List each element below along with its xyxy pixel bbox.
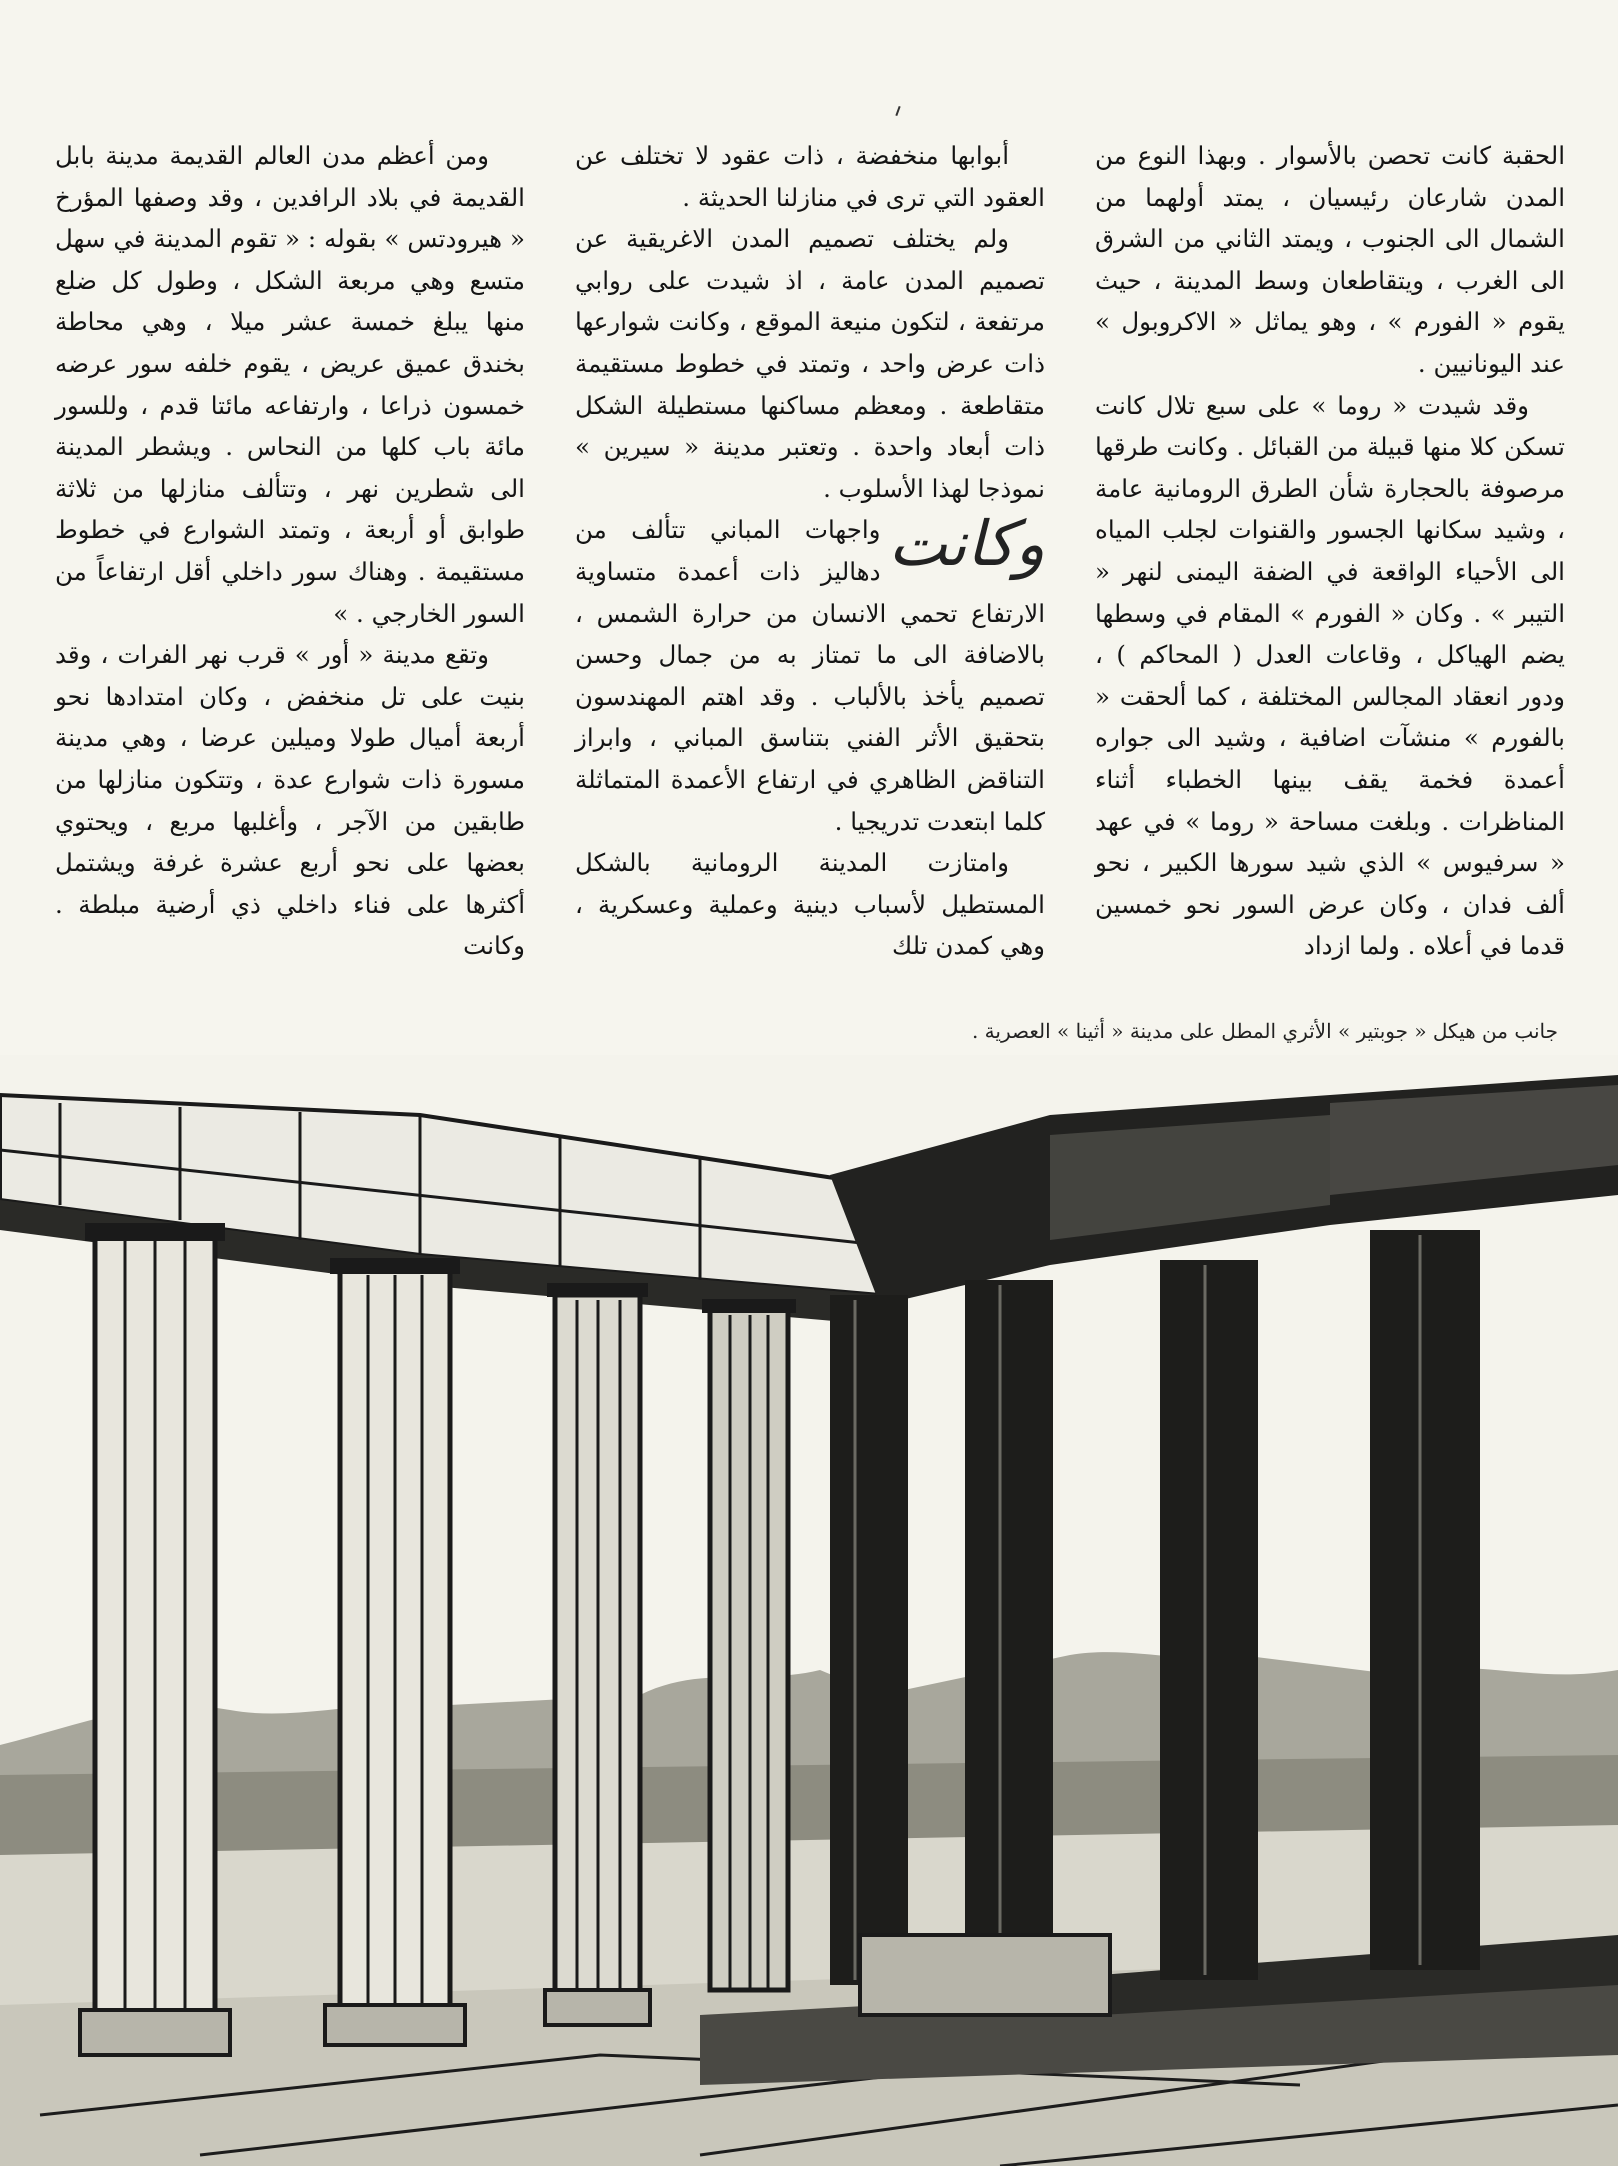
dropcap-paragraph-text: واجهات المباني تتألف من دهاليز ذات أعمدة متساوية الارتفاع تحمي الانسان من حرارة الشمس ، بالاضافة الى ما تمتاز به من جمال وحسن تصميم يأخذ بالألباب . وقد اهتم المهندسون بتحقيق الأثر الفني بتناسق المباني ، وابراز التناقض الظاهري في ارتفاع الأعمدة المتماثلة كلما ابتعدت تدريجيا .: [575, 515, 1045, 836]
photo-caption: جانب من هيكل « جوبتير » الأثري المطل على مدينة « أثينا » العصرية .: [971, 1019, 1558, 1043]
dropcap: وكانت: [888, 507, 1045, 581]
temple-ruins-photo: [0, 1055, 1618, 2166]
article-column-1: [55, 135, 525, 961]
paragraph: ومن أعظم مدن العالم القديمة مدينة بابل القديمة في بلاد الرافدين ، وقد وصفها المؤرخ « هيرودتس » بقوله : « تقوم المدينة في سهل متسع وهي مربعة الشكل ، وطول كل ضلع منها يبلغ خمسة عشر ميلا ، وهي محاطة بخندق عميق عريض ، يقوم خلفه سور عرضه خمسون ذراعا ، وارتفاعه مائتا قدم ، وللسور مائة باب كلها من النحاس . ويشطر المدينة الى شطرين نهر ، وتتألف منازلها من ثلاثة طوابق أو أربعة ، وتمتد الشوارع في خطوط مستقيمة . وهناك سور داخلي أقل ارتفاعاً من السور الخارجي . »: [55, 141, 525, 628]
paragraph: أبوابها منخفضة ، ذات عقود لا تختلف عن العقود التي ترى في منازلنا الحديثة .: [575, 141, 1045, 212]
paragraph: وقد شيدت « روما » على سبع تلال كانت تسكن كلا منها قبيلة من القبائل . وكانت طرقها مرصوفة بالحجارة شأن الطرق الرومانية عامة ، وشيد سكانها الجسور والقنوات لجلب المياه الى الأحياء الواقعة في الضفة اليمنى لنهر « التيبر » . وكان « الفورم » المقام في وسطها يضم الهياكل ، وقاعات العدل ( المحاكم ) ، ودور انعقاد المجالس المختلفة ، كما ألحقت « بالفورم » منشآت اضافية ، وشيد الى جواره أعمدة فخمة يقف بينها الخطباء أثناء المناظرات . وبلغت مساحة « روما » في عهد « سرفيوس » الذي شيد سورها الكبير ، نحو ألف فدان ، وكان عرض السور نحو خمسين قدما في أعلاه . ولما ازداد: [1095, 390, 1565, 961]
paragraph: الحقبة كانت تحصن بالأسوار . وبهذا النوع من المدن شارعان رئيسيان ، يمتد أولهما من الشمال الى الجنوب ، ويمتد الثاني من الشرق الى الغرب ، ويتقاطعان وسط المدينة ، حيث يقوم « الفورم » ، وهو يماثل « الاكروبول » عند اليونانيين .: [1095, 141, 1565, 378]
article-column-3: [1095, 135, 1565, 961]
page-mark: [895, 106, 900, 116]
dropcap-paragraph: [575, 509, 1045, 842]
article-columns: [55, 135, 1565, 961]
paragraph: ولم يختلف تصميم المدن الاغريقية عن تصميم المدن عامة ، اذ شيدت على روابي مرتفعة ، لتكون منيعة الموقع ، وكانت شوارعها ذات عرض واحد ، وتمتد في خطوط مستقيمة متقاطعة . ومعظم مساكنها مستطيلة الشكل ذات أبعاد واحدة . وتعتبر مدينة « سيرين » نموذجا لهذا الأسلوب .: [575, 224, 1045, 503]
paragraph: وامتازت المدينة الرومانية بالشكل المستطيل لأسباب دينية وعملية وعسكرية ، وهي كمدن تلك: [575, 848, 1045, 961]
article-column-2: [575, 135, 1045, 961]
paragraph: وتقع مدينة « أور » قرب نهر الفرات ، وقد بنيت على تل منخفض ، وكان امتدادها نحو أربعة أميال طولا وميلين عرضا ، وهي مدينة مسورة ذات شوارع عدة ، وتتكون منازلها من طابقين من الآجر ، وأغلبها مربع ، ويحتوي بعضها على نحو أربع عشرة غرفة ويشتمل أكثرها على فناء داخلي ذي أرضية مبلطة . وكانت: [55, 640, 525, 961]
